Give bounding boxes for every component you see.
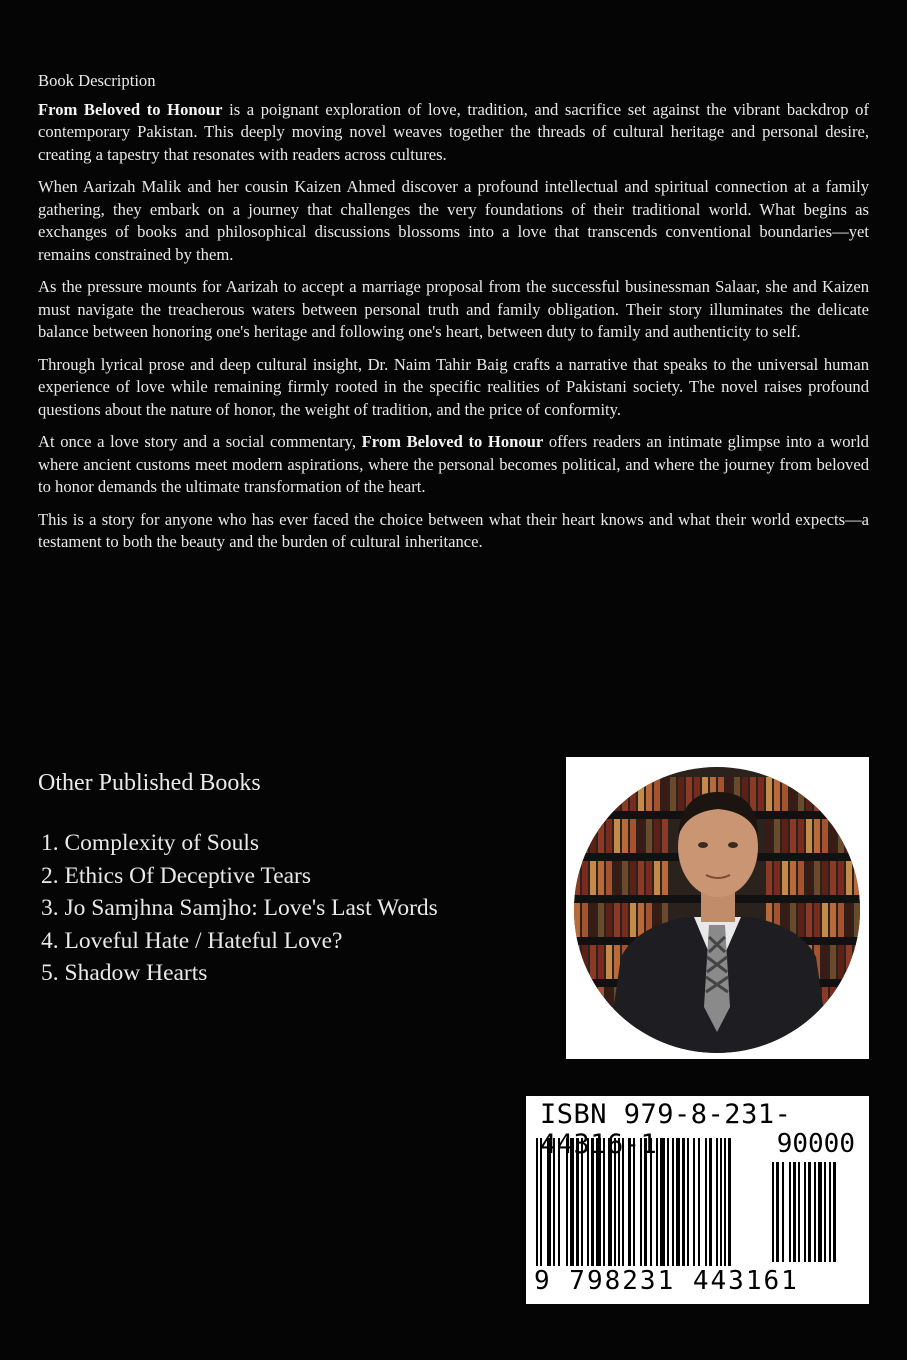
list-item: 4. Loveful Hate / Hateful Love? <box>41 927 343 954</box>
author-portrait-image <box>566 757 869 1059</box>
addon-barcode-bars <box>772 1162 858 1262</box>
author-photo <box>566 757 869 1059</box>
isbn-barcode <box>526 1096 869 1304</box>
other-books-list <box>38 827 538 990</box>
book-title-bold: From Beloved to Honour <box>361 432 544 451</box>
book-description <box>38 70 869 564</box>
description-paragraph-5: At once a love story and a social commentary, From Beloved to Honour offers readers an intimate glimpse into a world where ancient customs meet modern aspirations, where the personal becomes political, and where the journey from beloved to honor demands the ultimate transformation of the heart. <box>38 432 869 496</box>
other-books-title: Other Published Books <box>38 770 261 796</box>
list-item: 3. Jo Samjhna Samjho: Love's Last Words <box>41 895 438 921</box>
list-item: 5. Shadow Hearts <box>41 960 208 986</box>
isbn-label: ISBN 979-8-231-44316-1 <box>540 1099 792 1160</box>
price-code: 90000 <box>776 1129 855 1159</box>
description-paragraph-4: Through lyrical prose and deep cultural insight, Dr. Naim Tahir Baig crafts a narrative that speaks to the universal human experience of love while remaining firmly rooted in the specific realities of Pakistani society. The novel raises profound questions about the nature of honor, the weight of tradition, and the price of conformity. <box>38 354 869 419</box>
description-paragraph-3: As the pressure mounts for Aarizah to accept a marriage proposal from the successful businessman Salaar, she and Kaizen must navigate the treacherous waters between personal truth and family obligation. Their story illuminates the delicate balance between honoring one's heritage and following one's heart, between duty to family and authenticity to self. <box>38 277 869 341</box>
other-books-section <box>38 770 538 990</box>
book-title-bold: From Beloved to Honour <box>38 99 223 119</box>
description-paragraph-2: When Aarizah Malik and her cousin Kaizen Ahmed discover a profound intellectual and spiritual connection at a family gathering, they embark on a journey that challenges the very foundations of their traditional world. What begins as exchanges of books and philosophical discussions blossoms into a love that transcends conventional boundaries—yet remains constrained by them. <box>38 177 869 264</box>
list-item: 2. Ethics Of Deceptive Tears <box>41 862 312 889</box>
list-item: 1. Complexity of Souls <box>41 830 260 856</box>
description-heading: Book Description <box>38 71 156 90</box>
description-paragraph-1: From Beloved to Honour is a poignant exploration of love, tradition, and sacrifice set against the vibrant backdrop of contemporary Pakistan. This deeply moving novel weaves together the threads of cultural heritage and personal desire, creating a tapestry that resonates with readers across cultures. <box>38 99 869 164</box>
description-paragraph-6: This is a story for anyone who has ever faced the choice between what their heart knows and what their world expects—a testament to both the beauty and the burden of cultural inheritance. <box>38 509 869 551</box>
ean-digits: 9 798231 443161 <box>534 1266 799 1296</box>
